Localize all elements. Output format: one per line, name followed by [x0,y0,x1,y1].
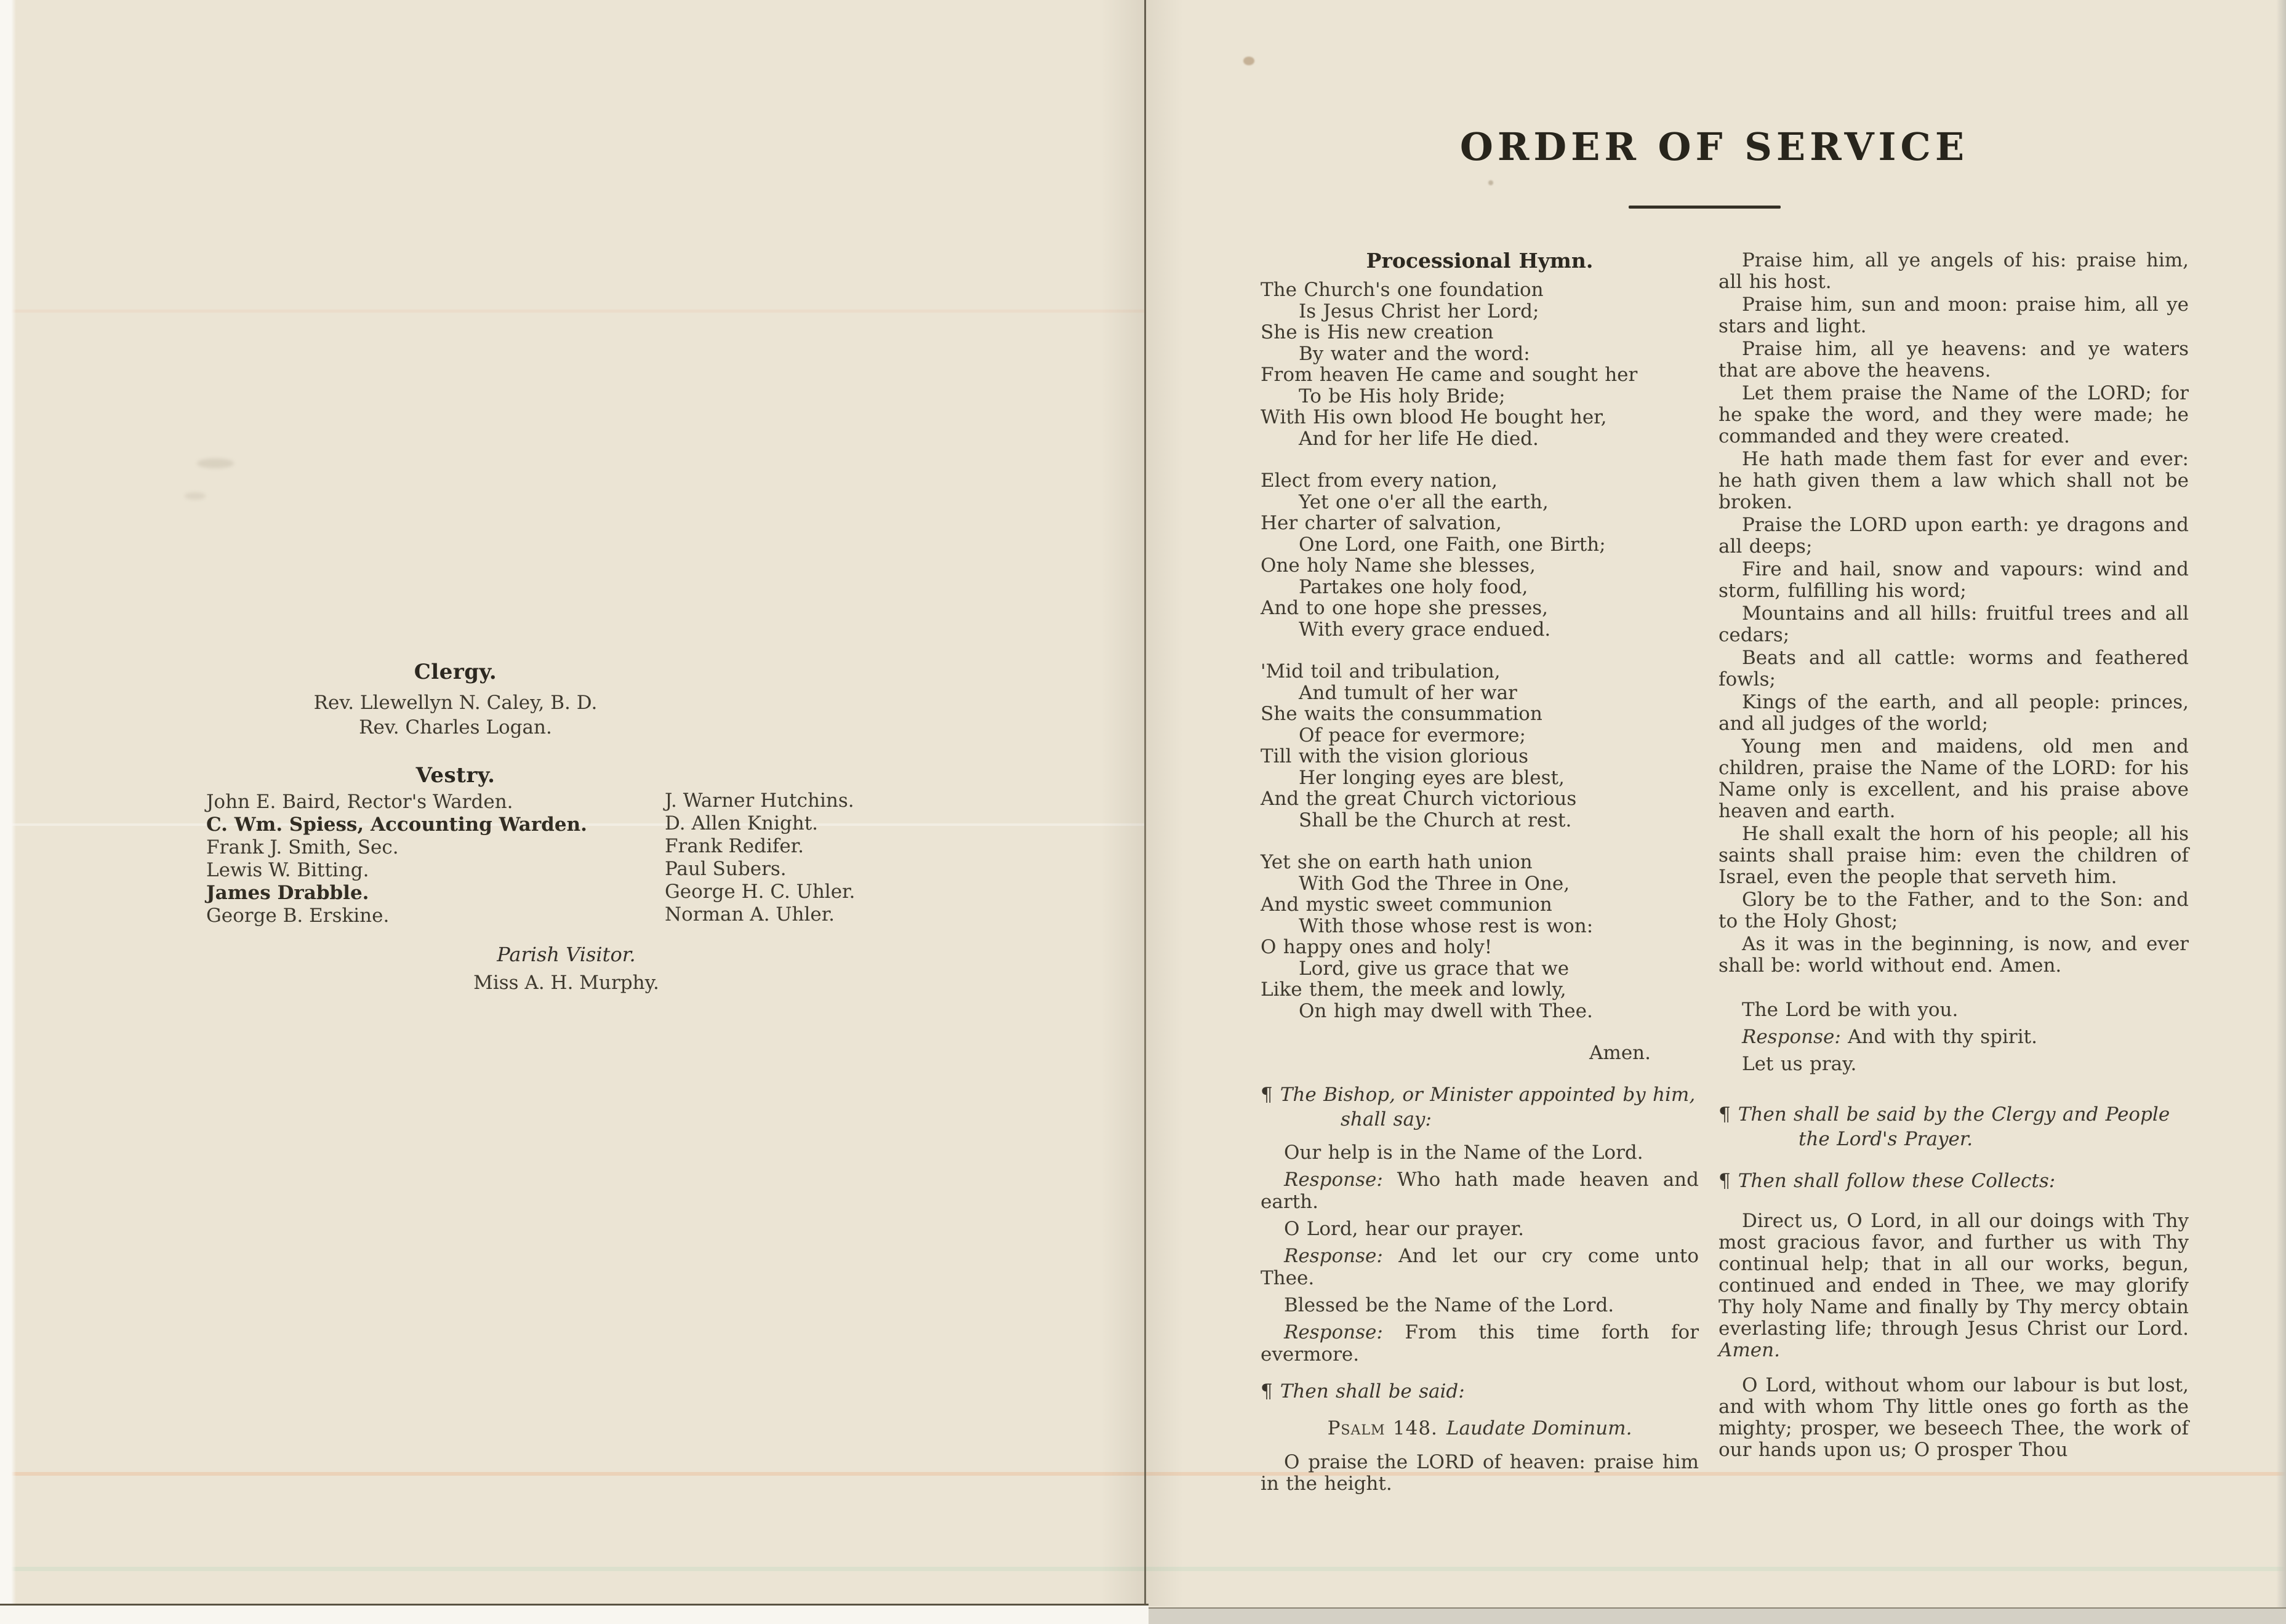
hymn-line: Yet she on earth hath union [1261,851,1533,873]
rubric-text: Then shall follow these Collects: [1738,1170,2056,1192]
parish-visitor-name: Miss A. H. Murphy. [473,972,659,994]
versicle [1261,1169,1699,1213]
psalm-number: Psalm 148. [1327,1417,1438,1439]
vestry-member: C. Wm. Spiess, Accounting Warden. [206,814,587,836]
versicle [1719,999,2189,1021]
collect-amen: Amen. [1719,1339,1780,1361]
vestry-member: George H. C. Uhler. [665,881,856,903]
rubric-then-shall-be-said [1261,1379,1699,1404]
hymn-line: One Lord, one Faith, one Birth; [1299,533,1606,556]
hymn-line: Till with the vision glorious [1261,745,1529,767]
clergy-member: Rev. Charles Logan. [359,716,552,738]
versicle [1719,1026,2189,1048]
hymn-line: And mystic sweet communion [1261,894,1552,916]
paper-speck [1488,180,1493,185]
page-title: ORDER OF SERVICE [1459,124,1969,169]
vestry-member: James Drabble. [206,882,369,904]
hymn-line: Yet one o'er all the earth, [1299,490,1549,513]
versicle [1261,1218,1699,1240]
versicle [1261,1245,1699,1289]
hymn-line: With God the Three in One, [1299,872,1570,895]
collect-text: O Lord, without whom our labour is but lost, and with whom Thy little ones go forth as the mighty; prosper, we beseech Thee, the work of our hands upon us; O prosper Thou [1719,1374,2189,1461]
hymn-line: Lord, give us grace that we [1299,957,1570,980]
psalm-verse: Mountains and all hills: fruitful trees and all cedars; [1719,602,2189,646]
psalm-verse: Fire and hail, snow and vapours: wind and storm, fulfilling his word; [1719,558,2189,602]
order-of-service-right-column [1719,250,2189,1474]
hymn-line: Her charter of salvation, [1261,512,1502,534]
scan-edge [0,0,16,1624]
psalm-verse: Praise him, all ye angels of his: praise him, all his host. [1719,249,2189,293]
vestry-heading: Vestry. [415,763,495,788]
psalm-verse: Praise him, sun and moon: praise him, all ye stars and light. [1719,294,2189,337]
versicle [1261,1142,1699,1164]
psalm-first-verse: O praise the LORD of heaven: praise him in the height. [1261,1451,1699,1495]
ink-bleedthrough-smudge [185,492,206,500]
psalm-heading [1261,1416,1699,1441]
hymn-line: By water and the word: [1299,342,1530,365]
rubric-text: The Bishop, or Minister appointed by him, [1280,1084,1696,1106]
scan-band [0,310,1144,313]
psalm-verse: Glory be to the Father, and to the Son: and to the Holy Ghost; [1719,889,2189,932]
processional-hymn-heading: Processional Hymn. [1366,249,1594,273]
vestry-member: George B. Erskine. [206,905,390,927]
response-label: Response: [1284,1321,1383,1343]
hymn-line: Of peace for evermore; [1299,724,1526,746]
versicle [1261,1321,1699,1366]
psalm-verse: He shall exalt the horn of his people; all his saints shall praise him: even the children of Israel, even the people that serveth him. [1719,823,2189,888]
rubric-bishop [1261,1082,1699,1132]
title-rule [1629,206,1781,209]
rubric-line [1261,1379,1699,1404]
psalm-verse: As it was in the beginning, is now, and ever shall be: world without end. Amen. [1719,933,2189,977]
psalm-verse: Praise the LORD upon earth: ye dragons and all deeps; [1719,514,2189,558]
versicle-text: And with thy spirit. [1848,1026,2037,1048]
hymn-line: And the great Church victorious [1261,788,1577,810]
vestry-member: Lewis W. Bitting. [206,859,369,881]
psalm-verse: He hath made them fast for ever and ever: he hath given them a law which shall not be broken. [1719,448,2189,513]
versicles-opening [1261,1142,1699,1366]
hymn-line: To be His holy Bride; [1299,385,1506,407]
vestry-member: Paul Subers. [665,858,787,880]
hymn-line: Her longing eyes are blest, [1299,766,1565,789]
clergy-section [203,660,708,740]
versicle-text: Let us pray. [1742,1053,1857,1075]
hymn-line: And to one hope she presses, [1261,597,1549,619]
response-label: Response: [1284,1169,1383,1191]
response-label: Response: [1742,1026,1841,1048]
ink-bleedthrough-smudge [197,458,234,468]
rubric-collects [1719,1169,2189,1193]
vestry-list-right [665,790,1046,926]
hymn-line: 'Mid toil and tribulation, [1261,660,1501,682]
versicle [1261,1294,1699,1316]
psalm-verse: Let them praise the Name of the LORD; for he spake the word, and they were made; he commanded and they were created. [1719,382,2189,447]
hymn-line: With His own blood He bought her, [1261,406,1607,428]
page-fold-line [1144,0,1146,1610]
collects [1719,1210,2189,1461]
hymn-line: Elect from every nation, [1261,470,1498,492]
psalm-verse: Praise him, all ye heavens: and ye waters that are above the heavens. [1719,338,2189,382]
pilcrow-mark: ¶ [1719,1170,1731,1192]
order-of-service-left-column [1261,249,1699,1495]
clergy-member: Rev. Llewellyn N. Caley, B. D. [313,692,598,714]
rubric-line: shall say: [1341,1108,1432,1130]
hymn-line: And for her life He died. [1299,427,1539,450]
hymn-line: From heaven He came and sought her [1261,364,1638,386]
hymn-stanza [1261,279,1699,449]
vestry-member: D. Allen Knight. [665,812,818,834]
rubric-line [1261,1082,1699,1107]
vestry-list-left [206,791,662,927]
vestry-member: Frank J. Smith, Sec. [206,836,399,858]
hymn-line: On high may dwell with Thee. [1299,999,1593,1022]
versicle-text: And let our cry come unto Thee. [1261,1245,1699,1289]
rubric-text: Then shall be said: [1280,1380,1465,1402]
pilcrow-mark: ¶ [1719,1103,1731,1126]
pilcrow-mark: ¶ [1261,1084,1273,1106]
hymn-line: Is Jesus Christ her Lord; [1299,300,1539,322]
psalm-verse: Kings of the earth, and all people: princes, and all judges of the world; [1719,691,2189,735]
hymn-line: With every grace endued. [1299,618,1551,641]
rubric-line [1719,1169,2189,1193]
psalm-verses [1719,250,2189,977]
hymn-line: She waits the consummation [1261,703,1542,725]
vestry-section-heading [203,763,708,788]
scan-edge [2276,0,2286,1624]
fold-shadow [1101,0,1144,1606]
hymn-line: O happy ones and holy! [1261,936,1493,958]
rubric-line: the Lord's Prayer. [1799,1128,1973,1150]
versicles-salutation [1719,999,2189,1075]
rubric-text: Then shall be said by the Clergy and People [1738,1103,2170,1126]
clergy-heading: Clergy. [414,660,497,684]
collect-text: Direct us, O Lord, in all our doings with Thy most gracious favor, and further us with Thy continual help; that in all our works, begun, continued and ended in Thee, we may glorify Thy holy Name and finally by Thy mercy obtain everlasting life; through Jesus Christ our Lord. [1719,1210,2189,1340]
vestry-member: Norman A. Uhler. [665,903,835,926]
hymn-stanza [1261,470,1699,640]
pilcrow-mark: ¶ [1261,1380,1273,1402]
parish-visitor-heading: Parish Visitor. [497,943,636,966]
psalm-verse: Beats and all cattle: worms and feathered fowls; [1719,647,2189,690]
paper-speck [1243,57,1254,65]
vestry-member: J. Warner Hutchins. [665,790,854,812]
versicle-text: From this time forth for evermore. [1261,1321,1699,1366]
fold-shadow [1146,0,1183,1606]
scan-edge [1149,1607,2286,1624]
hymn-line: Partakes one holy food, [1299,575,1528,598]
hymn-line: And tumult of her war [1299,681,1517,704]
versicle-text: Who hath made heaven and earth. [1261,1169,1699,1213]
hymn-stanzas [1261,279,1699,1022]
vestry-member: Frank Redifer. [665,835,804,857]
hymn-amen: Amen. [1589,1042,1651,1064]
hymn-line: One holy Name she blesses, [1261,554,1536,577]
versicle [1719,1053,2189,1075]
rubric-line [1719,1102,2189,1127]
clergy-list [203,690,708,740]
parish-visitor-section [203,943,929,994]
psalm-verse: Young men and maidens, old men and children, praise the Name of the LORD: for his Name only is excellent, and his praise above heaven and earth. [1719,735,2189,822]
versicle-text: Blessed be the Name of the Lord. [1284,1294,1614,1316]
psalm-latin-title: Laudate Dominum. [1446,1417,1632,1439]
scan-edge [0,1604,1149,1624]
rubric-lords-prayer [1719,1102,2189,1151]
collect [1719,1375,2189,1461]
hymn-line: Shall be the Church at rest. [1299,809,1572,831]
hymn-line: Like them, the meek and lowly, [1261,978,1566,1001]
versicle-text: O Lord, hear our prayer. [1284,1218,1524,1240]
hymn-line: With those whose rest is won: [1299,914,1594,937]
vestry-member: John E. Baird, Rector's Warden. [206,791,513,813]
versicle-text: Our help is in the Name of the Lord. [1284,1142,1643,1164]
collect [1719,1210,2189,1361]
hymn-line: She is His new creation [1261,321,1494,343]
hymn-stanza [1261,661,1699,831]
versicle-text: The Lord be with you. [1742,999,1959,1021]
hymn-line: The Church's one foundation [1261,279,1544,301]
hymn-stanza [1261,852,1699,1022]
response-label: Response: [1284,1245,1383,1267]
